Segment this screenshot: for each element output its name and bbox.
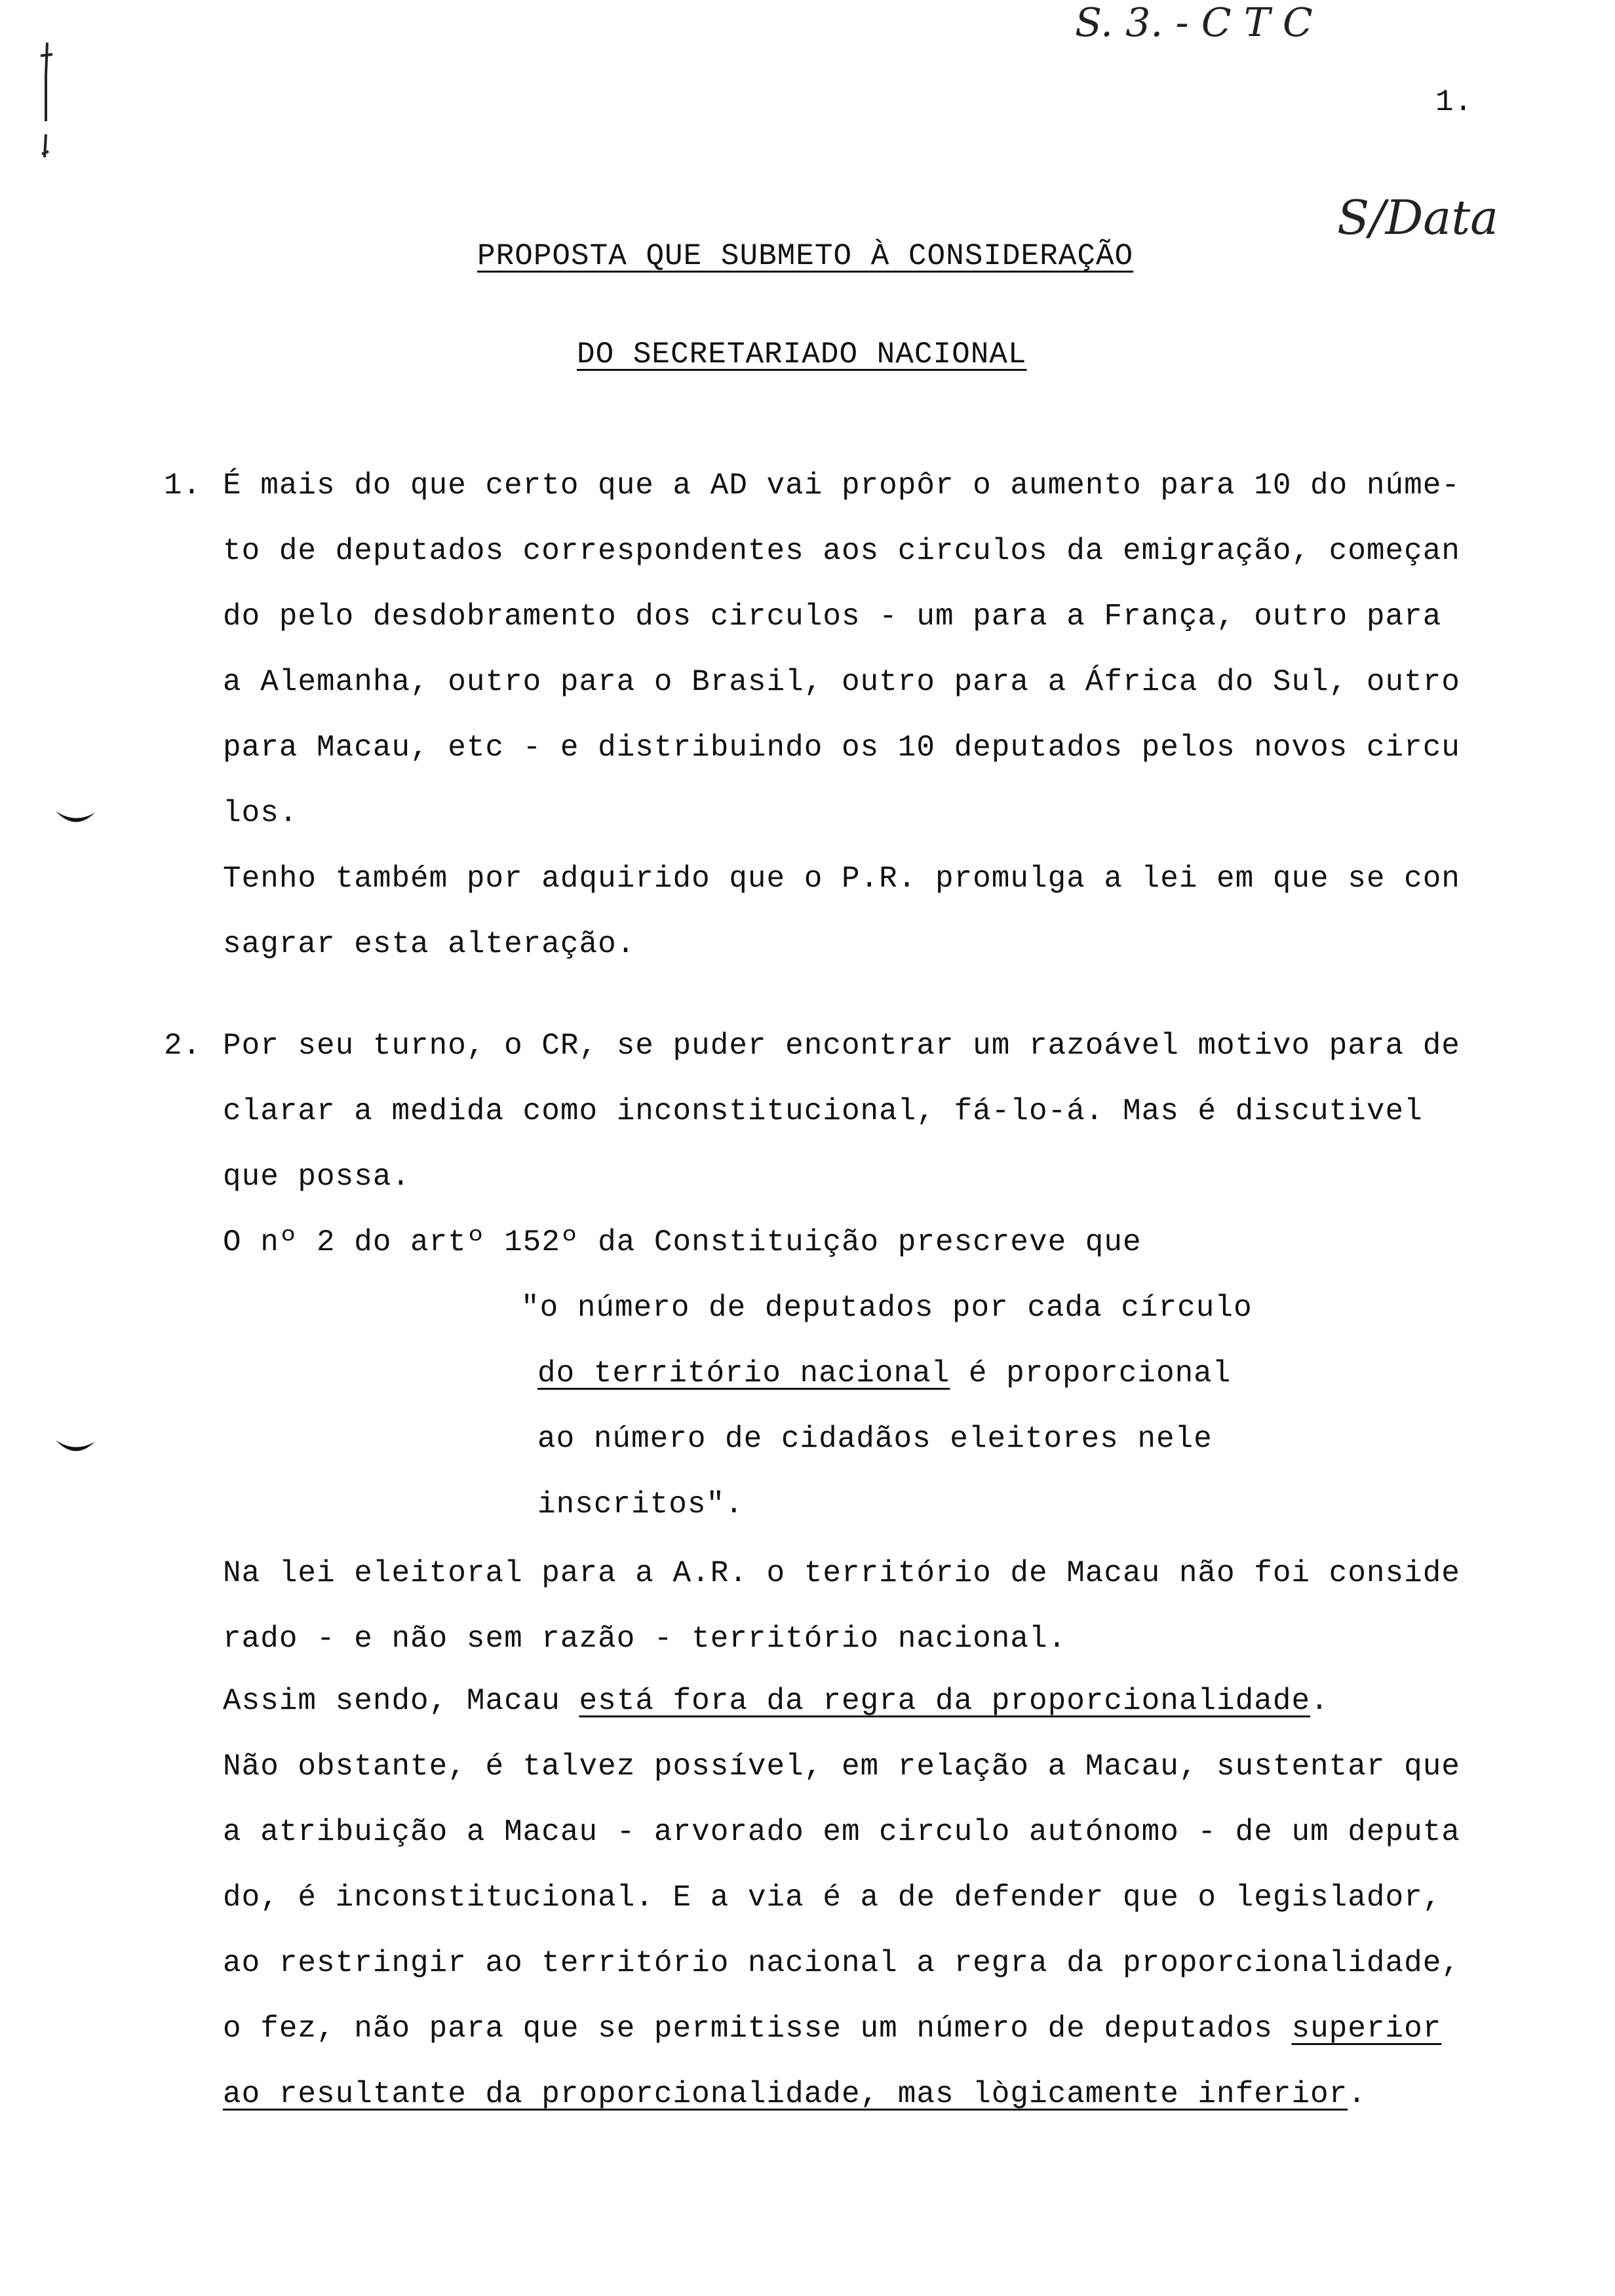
- assim-suffix: .: [1310, 1684, 1329, 1718]
- section1-line: to de deputados correspondentes aos circulos da emigração, começan: [223, 534, 1460, 568]
- section1-line: É mais do que certo que a AD vai propôr o aumento para 10 do núme-: [223, 469, 1460, 503]
- page-number: 1.: [1435, 85, 1473, 119]
- section1-line: para Macau, etc - e distribuindo os 10 deputados pelos novos circu: [223, 731, 1460, 765]
- section2-line: [223, 2077, 1367, 2111]
- section2-line: Por seu turno, o CR, se puder encontrar um razoável motivo para de: [223, 1029, 1460, 1063]
- section1-number: 1.: [164, 469, 202, 503]
- section1-line: do pelo desdobramento dos circulos - um para a França, outro para: [223, 600, 1442, 634]
- penult-underlined: superior: [1291, 2012, 1442, 2046]
- section2-line: [223, 2012, 1441, 2046]
- quote-line: [537, 1356, 1231, 1390]
- binder-hole-mark-1: [52, 806, 98, 832]
- quote-line: "o número de deputados por cada círculo: [521, 1291, 1253, 1325]
- section2-line: clarar a medida como inconstitucional, fá-lo-á. Mas é discutivel: [223, 1094, 1423, 1128]
- quote-line-rest: é proporcional: [950, 1356, 1232, 1390]
- last-underlined: ao resultante da proporcionalidade, mas lògicamente inferior: [223, 2077, 1348, 2111]
- document-title-line2: DO SECRETARIADO NACIONAL: [577, 337, 1027, 372]
- section2-line: do, é inconstitucional. E a via é a de defender que o legislador,: [223, 1881, 1442, 1915]
- section2-number: 2.: [164, 1029, 202, 1063]
- section2-line: Não obstante, é talvez possível, em relação a Macau, sustentar que: [223, 1750, 1460, 1784]
- assim-underlined: está fora da regra da proporcionalidade: [579, 1684, 1311, 1718]
- assim-prefix: Assim sendo, Macau: [223, 1684, 579, 1718]
- archive-reference: S. 3. - C T C: [1075, 0, 1313, 46]
- section1-line: a Alemanha, outro para o Brasil, outro para a África do Sul, outro: [223, 665, 1460, 699]
- binder-hole-mark-2: [52, 1435, 98, 1461]
- section1-line: Tenho também por adquirido que o P.R. promulga a lei em que se con: [223, 862, 1460, 896]
- section2-line: a atribuição a Macau - arvorado em circulo autónomo - de um deputa: [223, 1815, 1460, 1849]
- section2-line: Na lei eleitoral para a A.R. o território de Macau não foi conside: [223, 1556, 1460, 1590]
- quote-line: ao número de cidadãos eleitores nele: [537, 1422, 1213, 1456]
- section2-line: rado - e não sem razão - território nacional.: [223, 1622, 1067, 1656]
- quote-line: inscritos".: [537, 1487, 744, 1521]
- document-title-line1: PROPOSTA QUE SUBMETO À CONSIDERAÇÃO: [477, 239, 1134, 273]
- last-suffix: .: [1348, 2077, 1367, 2111]
- quote-underlined-phrase: do território nacional: [537, 1356, 950, 1390]
- margin-staple-mark: [33, 36, 59, 167]
- section1-line: sagrar esta alteração.: [223, 927, 636, 961]
- section2-line: que possa.: [223, 1160, 411, 1194]
- section2-line: [223, 1684, 1329, 1718]
- date-annotation: S/Data: [1337, 190, 1499, 245]
- section2-line: ao restringir ao território nacional a regra da proporcionalidade,: [223, 1946, 1460, 1980]
- section2-line: O nº 2 do artº 152º da Constituição prescreve que: [223, 1225, 1142, 1259]
- penult-prefix: o fez, não para que se permitisse um número de deputados: [223, 2012, 1292, 2046]
- section1-line: los.: [223, 796, 298, 830]
